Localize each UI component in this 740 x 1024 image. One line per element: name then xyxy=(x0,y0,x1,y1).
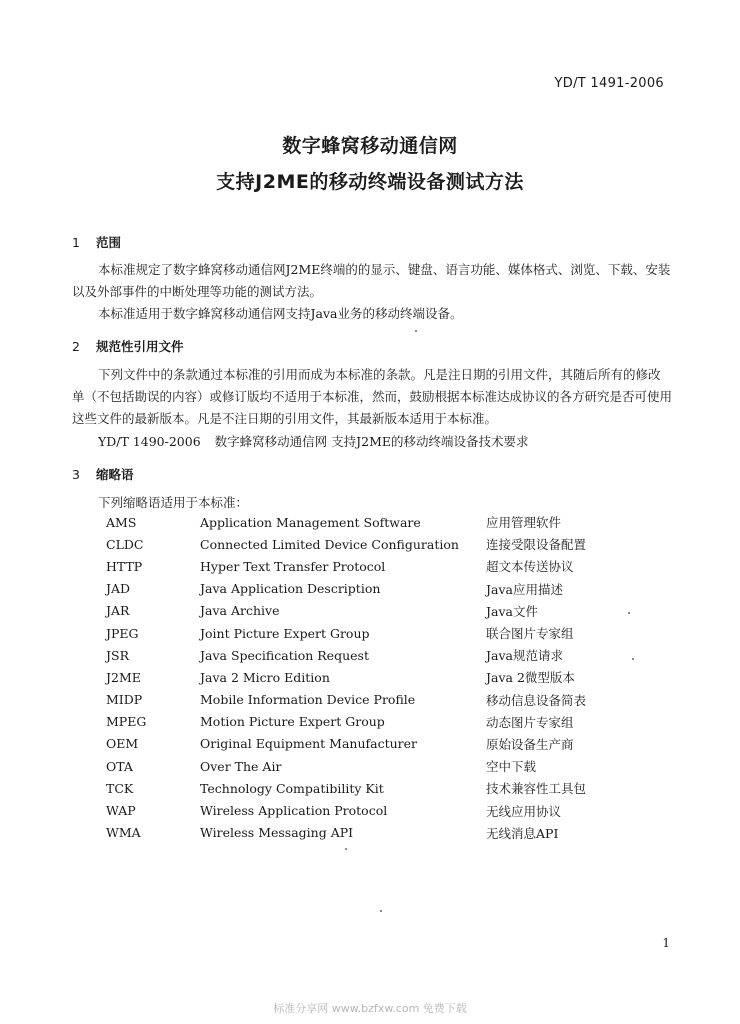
scan-speck xyxy=(415,330,417,332)
section-title: 缩略语 xyxy=(96,467,134,482)
normative-paragraph: 下列文件中的条款通过本标准的引用而成为本标准的条款。凡是注日期的引用文件，其随后所有的修改单（不包括勘误的内容）或修订版均不适用于本标准，然而，鼓励根据本标准达成协议的各方研究是否可使用这些文件的最新版本。凡是不注日期的引用文件，其最新版本适用于本标准。 xyxy=(72,367,673,426)
section-3-heading xyxy=(72,465,134,483)
abbreviation-chinese: 超文本传送协议 xyxy=(486,559,574,575)
abbreviation-chinese: 连接受限设备配置 xyxy=(486,537,587,553)
abbreviation-term: OEM xyxy=(106,736,139,752)
abbreviation-english: Over The Air xyxy=(200,758,282,774)
abbreviation-english: Java Specification Request xyxy=(200,647,369,663)
abbreviation-term: JAR xyxy=(106,603,130,619)
abbreviation-english: Hyper Text Transfer Protocol xyxy=(200,558,386,574)
abbreviation-chinese: 原始设备生产商 xyxy=(486,736,574,752)
abbreviation-english: Java Archive xyxy=(200,603,280,619)
abbreviation-english: Original Equipment Manufacturer xyxy=(200,736,418,752)
abbreviation-row xyxy=(106,578,606,600)
abbreviation-english: Mobile Information Device Profile xyxy=(200,692,416,708)
abbreviation-chinese: 无线应用协议 xyxy=(486,803,562,819)
scope-paragraph-1: 本标准规定了数字蜂窝移动通信网J2ME终端的的显示、键盘、语言功能、媒体格式、浏览、下载、安装以及外部事件的中断处理等功能的测试方法。 xyxy=(72,262,671,299)
reference-title: 数字蜂窝移动通信网 支持J2ME的移动终端设备技术要求 xyxy=(214,434,529,449)
abbreviation-row xyxy=(106,733,606,755)
abbreviation-chinese: 技术兼容性工具包 xyxy=(486,781,587,797)
abbreviation-english: Joint Picture Expert Group xyxy=(200,625,370,641)
section-title: 范围 xyxy=(96,235,122,250)
abbreviation-term: MPEG xyxy=(106,714,147,730)
abbreviation-chinese: 无线消息API xyxy=(486,825,559,841)
abbreviation-row xyxy=(106,555,606,577)
abbreviation-term: WMA xyxy=(106,825,141,841)
abbreviation-term: OTA xyxy=(106,758,133,774)
reference-code: YD/T 1490-2006 xyxy=(98,434,201,449)
abbreviation-row xyxy=(106,711,606,733)
abbreviation-row xyxy=(106,799,606,821)
scan-speck xyxy=(628,612,630,614)
abbreviation-english: Technology Compatibility Kit xyxy=(200,780,384,796)
abbreviation-term: WAP xyxy=(106,803,136,819)
abbreviation-term: JPEG xyxy=(106,625,139,641)
abbreviation-english: Java 2 Micro Edition xyxy=(200,669,330,685)
section-number: 3 xyxy=(72,467,80,482)
abbreviation-row xyxy=(106,511,606,533)
abbreviations-table xyxy=(106,511,606,844)
abbreviation-row xyxy=(106,755,606,777)
abbreviation-term: MIDP xyxy=(106,692,143,708)
watermark: 标准分享网 www.bzfxw.com 免费下载 xyxy=(273,1002,467,1015)
abbreviation-english: Connected Limited Device Configuration xyxy=(200,536,459,552)
abbreviation-chinese: Java应用描述 xyxy=(486,581,563,597)
abbreviation-chinese: Java规范请求 xyxy=(486,648,563,664)
normative-reference xyxy=(98,432,543,450)
abbreviation-term: JSR xyxy=(106,647,129,663)
abbreviation-chinese: 联合图片专家组 xyxy=(486,626,574,642)
abbreviation-chinese: Java 2微型版本 xyxy=(486,670,575,686)
scope-paragraph-2: 本标准适用于数字蜂窝移动通信网支持Java业务的移动终端设备。 xyxy=(98,306,463,321)
abbreviation-row xyxy=(106,822,606,844)
abbreviation-term: AMS xyxy=(106,514,137,530)
abbreviation-term: J2ME xyxy=(106,669,141,685)
abbreviation-term: TCK xyxy=(106,780,134,796)
abbreviation-row xyxy=(106,689,606,711)
abbreviation-term: CLDC xyxy=(106,536,144,552)
page-number: 1 xyxy=(662,936,670,950)
abbreviation-chinese: Java文件 xyxy=(486,603,538,619)
document-title-line-2: 支持J2ME的移动终端设备测试方法 xyxy=(216,171,524,193)
section-number: 2 xyxy=(72,339,80,354)
standard-code: YD/T 1491-2006 xyxy=(554,76,664,91)
section-1-heading xyxy=(72,233,121,251)
section-title: 规范性引用文件 xyxy=(96,339,184,354)
abbreviation-row xyxy=(106,777,606,799)
abbreviation-row xyxy=(106,533,606,555)
scan-speck xyxy=(380,910,382,912)
abbreviation-english: Wireless Application Protocol xyxy=(200,803,388,819)
abbreviation-row xyxy=(106,600,606,622)
section-2-heading xyxy=(72,337,184,355)
abbreviation-row xyxy=(106,622,606,644)
abbreviation-chinese: 移动信息设备简表 xyxy=(486,692,587,708)
scan-speck xyxy=(632,658,634,660)
section-number: 1 xyxy=(72,235,80,250)
document-title-line-1: 数字蜂窝移动通信网 xyxy=(282,135,458,157)
abbreviation-row xyxy=(106,644,606,666)
abbreviation-english: Motion Picture Expert Group xyxy=(200,714,385,730)
abbreviation-chinese: 动态图片专家组 xyxy=(486,714,574,730)
abbreviation-chinese: 应用管理软件 xyxy=(486,515,562,531)
abbreviation-chinese: 空中下载 xyxy=(486,759,537,775)
abbreviation-term: JAD xyxy=(106,581,131,597)
abbreviation-english: Wireless Messaging API xyxy=(200,825,354,841)
abbreviation-row xyxy=(106,666,606,688)
abbreviation-term: HTTP xyxy=(106,558,143,574)
scan-speck xyxy=(345,848,347,850)
abbreviation-english: Application Management Software xyxy=(200,514,421,530)
abbreviations-intro: 下列缩略语适用于本标准： xyxy=(98,495,249,510)
abbreviation-english: Java Application Description xyxy=(200,581,381,597)
